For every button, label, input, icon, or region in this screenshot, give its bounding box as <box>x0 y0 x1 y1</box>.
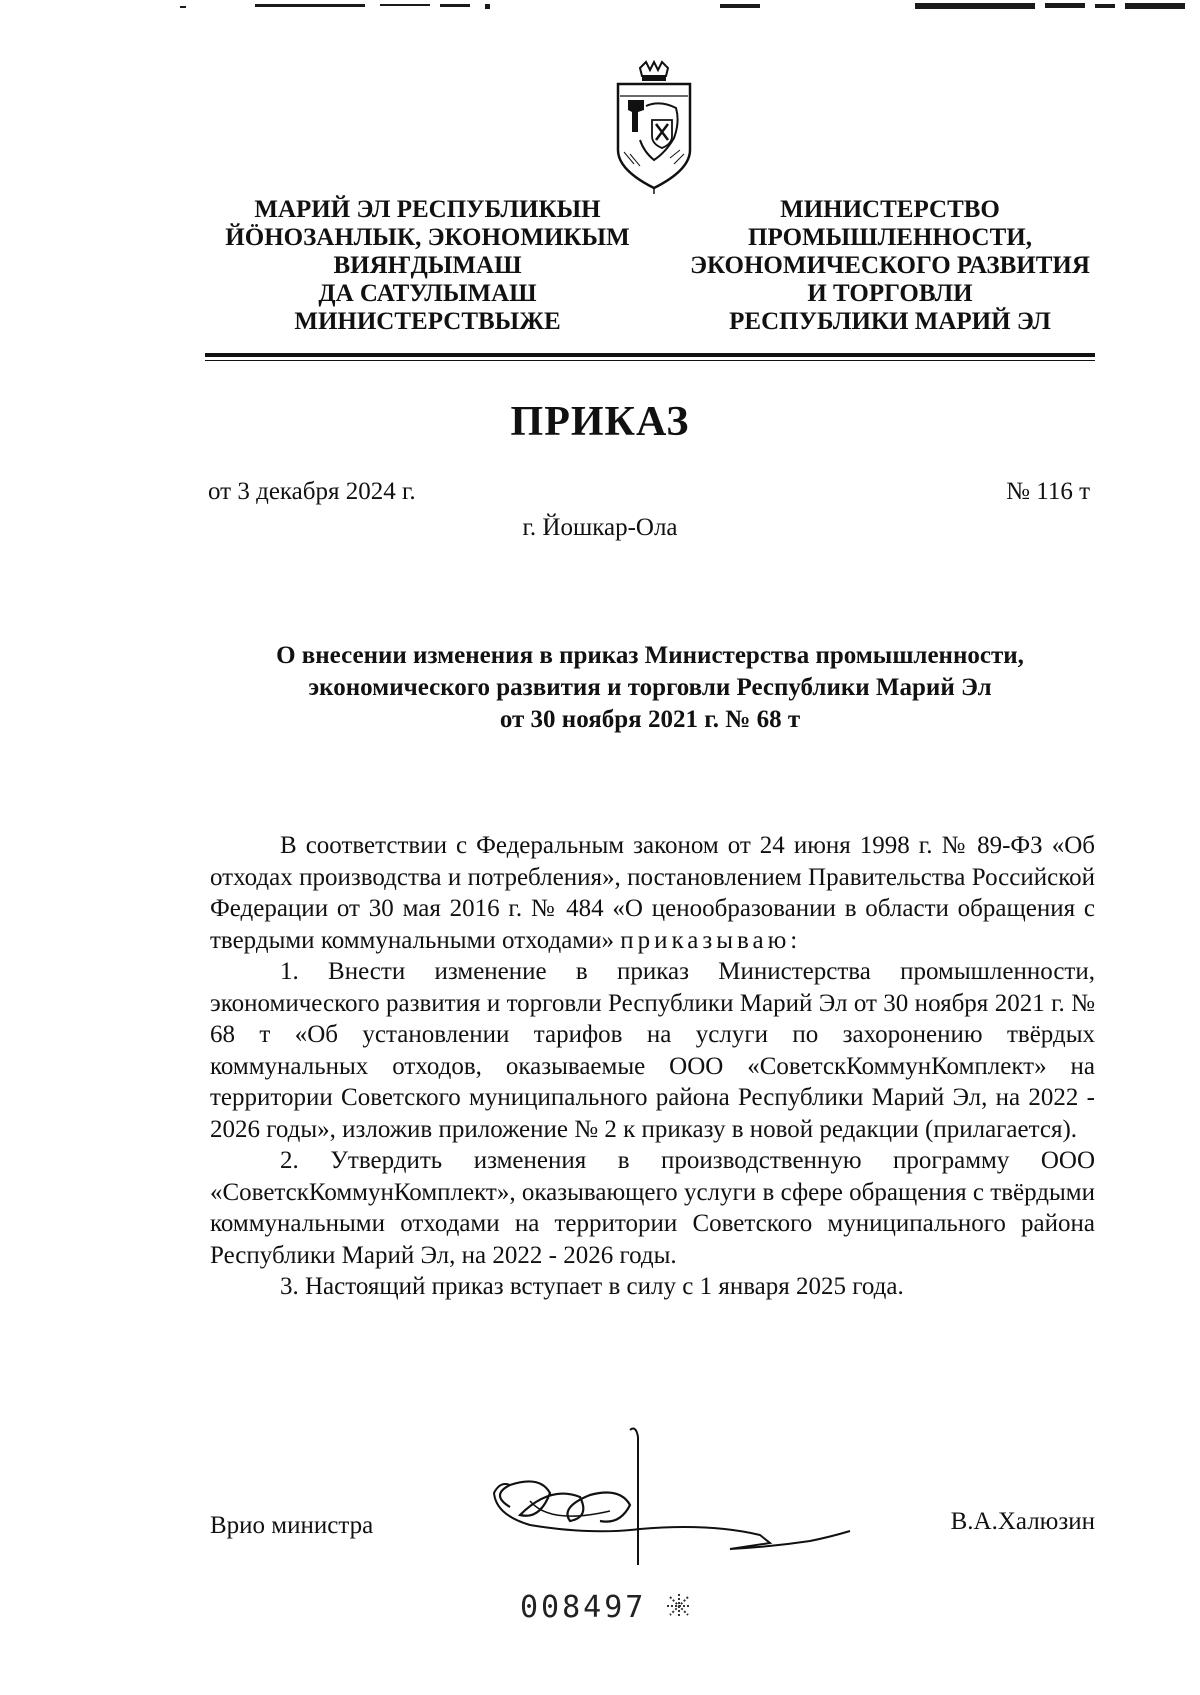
signatory-role: Врио министра <box>210 1512 374 1539</box>
body-preamble <box>210 830 1095 956</box>
subject-line: от 30 ноября 2021 г. № 68 т <box>499 706 801 733</box>
header-divider-thin <box>205 360 1095 361</box>
subject-line: О внесении изменения в приказ Министерства промышленности, <box>276 642 1024 669</box>
header-left-line: МИНИСТЕРСТВЫЖЕ <box>294 308 561 335</box>
header-right-line: ПРОМЫШЛЕННОСТИ, <box>748 224 1032 251</box>
serial-number: 008497 <box>520 1590 647 1625</box>
subject-line: экономического развития и торговли Республики Марий Эл <box>308 674 992 701</box>
header-left-line: ДА САТУЛЫМАШ <box>318 280 537 307</box>
header-right-line: И ТОРГОВЛИ <box>807 280 973 307</box>
header-right-line: ЭКОНОМИЧЕСКОГО РАЗВИТИЯ <box>690 252 1090 279</box>
document-number: № 116 т <box>1006 478 1090 505</box>
header-divider-thick <box>205 353 1095 357</box>
document-date: от 3 декабря 2024 г. <box>208 478 416 505</box>
document-body <box>210 830 1095 1303</box>
document-city: г. Йошкар-Ола <box>522 514 678 541</box>
signatory-name: В.А.Халюзин <box>950 1508 1095 1535</box>
body-item: 3. Настоящий приказ вступает в силу с 1 января 2025 года. <box>280 1273 904 1300</box>
document-title: ПРИКАЗ <box>510 399 690 445</box>
header-right-block <box>680 196 1100 336</box>
asterisk-mark-icon <box>665 1592 693 1620</box>
header-left-block <box>205 196 650 336</box>
header-left-line: ЙӦНОЗАНЛЫК, ЭКОНОМИКЫМ <box>225 224 630 251</box>
handwritten-signature <box>470 1425 950 1575</box>
header-left-line: ВИЯҤДЫМАШ <box>333 252 522 279</box>
order-word: приказываю: <box>620 926 802 954</box>
body-item: 2. Утвердить изменения в производственную программу ООО «СоветскКоммунКомплект», оказывающего услуги в сфере обращения с твёрдыми коммунальными отходами на территории Советского муниципального района Республики Марий Эл, на 2022 - 2026 годы. <box>210 1147 1095 1269</box>
header-right-line: РЕСПУБЛИКИ МАРИЙ ЭЛ <box>729 308 1051 335</box>
body-item: 1. Внести изменение в приказ Министерства промышленности, экономического развития и торговли Республики Марий Эл от 30 ноября 2021 г. № 68 т «Об установлении тарифов на услуги по захоронению твёрдых коммунальных отходов, оказываемые ООО «СоветскКоммунКомплект» на территории Советского муниципального района Республики Марий Эл, на 2022 - 2026 годы», изложив приложение № 2 к приказу в новой редакции (прилагается). <box>210 958 1095 1143</box>
preamble-text: В соответствии с Федеральным законом от 24 июня 1998 г. № 89-ФЗ «Об отходах производства и потребления», постановлением Правительства Российской Федерации от 30 мая 2016 г. № 484 «О ценообразовании в области обращения с твердыми коммунальными отходами» <box>210 832 1095 954</box>
header-right-line: МИНИСТЕРСТВО <box>780 196 1000 223</box>
header-left-line: МАРИЙ ЭЛ РЕСПУБЛИКЫН <box>254 196 601 223</box>
scan-artifacts <box>0 0 1200 20</box>
coat-of-arms-icon <box>610 60 698 195</box>
document-subject <box>205 640 1095 736</box>
